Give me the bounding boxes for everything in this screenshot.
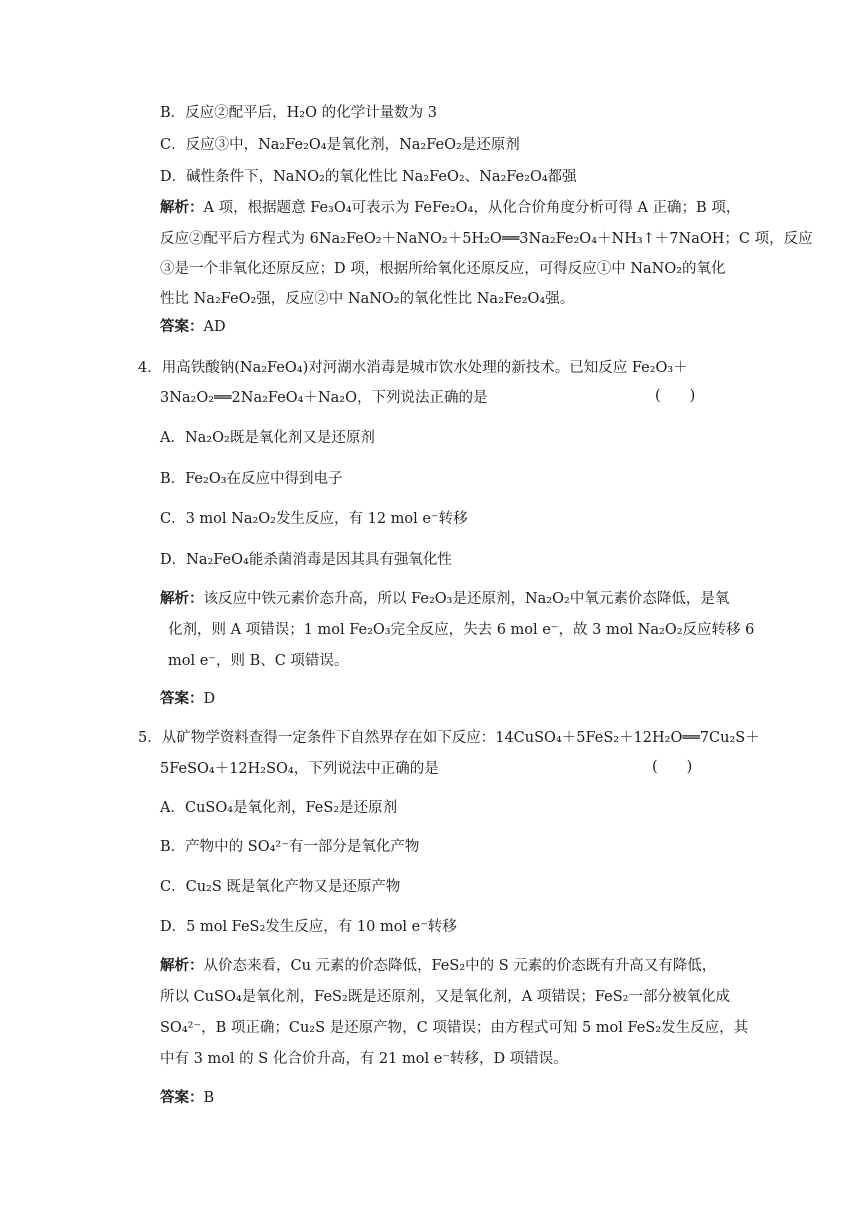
q4-answer-label: 答案： [160, 691, 204, 707]
q4-option-c: C．3 mol Na₂O₂发生反应，有 12 mol e⁻转移 [160, 511, 468, 527]
q5-stem-line-1: 5．从矿物学资料查得一定条件下自然界存在如下反应：14CuSO₄＋5FeS₂＋12H₂O══7Cu₂S＋ [138, 730, 760, 746]
q5-analysis-line-4: 中有 3 mol 的 S 化合价升高，有 21 mol e⁻转移，D 项错误。 [160, 1051, 568, 1067]
q4-option-b: B．Fe₂O₃在反应中得到电子 [160, 471, 343, 487]
q5-analysis-label: 解析： [160, 958, 204, 974]
q3-analysis-line-2: 反应②配平后方程式为 6Na₂FeO₂＋NaNO₂＋5H₂O══3Na₂Fe₂O₄＋NH₃↑＋7NaOH；C 项，反应 [160, 231, 813, 247]
q5-answer-blank: ( ) [652, 759, 693, 775]
q4-answer [160, 692, 215, 707]
q3-analysis-line-1 [160, 201, 740, 216]
q5-option-a: A．CuSO₄是氧化剂，FeS₂是还原剂 [160, 800, 398, 816]
q5-analysis-line-3: SO₄²⁻，B 项正确；Cu₂S 是还原产物，C 项错误；由方程式可知 5 mol FeS₂发生反应，其 [160, 1020, 749, 1036]
q4-option-a: A．Na₂O₂既是氧化剂又是还原剂 [160, 430, 375, 446]
q5-analysis-text-1: 从价态来看，Cu 元素的价态降低，FeS₂中的 S 元素的价态既有升高又有降低， [203, 958, 717, 974]
q5-stem-line-2: 5FeSO₄＋12H₂SO₄，下列说法中正确的是 [160, 761, 439, 777]
q3-option-b: B．反应②配平后，H₂O 的化学计量数为 3 [160, 105, 437, 121]
q4-stem-line-1: 4．用高铁酸钠(Na₂FeO₄)对河湖水消毒是城市饮水处理的新技术。已知反应 Fe₂O₃＋ [138, 360, 688, 376]
q5-analysis-line-1 [160, 959, 716, 974]
q4-answer-blank: ( ) [655, 388, 696, 404]
q5-answer-label: 答案： [160, 1090, 204, 1106]
q4-analysis-line-3: mol e⁻，则 B、C 项错误。 [168, 653, 349, 669]
q3-answer-label: 答案： [160, 319, 204, 335]
q4-option-d: D．Na₂FeO₄能杀菌消毒是因其具有强氧化性 [160, 552, 452, 568]
q3-analysis-label: 解析： [160, 200, 204, 216]
q4-answer-value: D [203, 691, 216, 707]
q3-analysis-line-3: ③是一个非氧化还原反应；D 项，根据所给氧化还原反应，可得反应①中 NaNO₂的氧化 [160, 261, 726, 277]
q3-answer-value: AD [203, 319, 226, 335]
q4-analysis-text-1: 该反应中铁元素价态升高，所以 Fe₂O₃是还原剂，Na₂O₂中氧元素价态降低，是氧 [203, 591, 730, 607]
q3-answer [160, 320, 226, 335]
q5-answer [160, 1091, 214, 1106]
q4-analysis-line-1 [160, 592, 729, 607]
q5-analysis-line-2: 所以 CuSO₄是氧化剂，FeS₂既是还原剂，又是氧化剂，A 项错误；FeS₂一部分被氧化成 [160, 989, 730, 1005]
q5-answer-value: B [203, 1090, 215, 1106]
q4-analysis-label: 解析： [160, 591, 204, 607]
q3-option-d: D．碱性条件下，NaNO₂的氧化性比 Na₂FeO₂、Na₂Fe₂O₄都强 [160, 169, 577, 185]
q5-option-c: C．Cu₂S 既是氧化产物又是还原产物 [160, 879, 401, 895]
q4-analysis-line-2: 化剂，则 A 项错误；1 mol Fe₂O₃完全反应，失去 6 mol e⁻，故 3 mol Na₂O₂反应转移 6 [168, 622, 755, 638]
q3-option-c: C．反应③中，Na₂Fe₂O₄是氧化剂，Na₂FeO₂是还原剂 [160, 137, 520, 153]
q4-stem-line-2: 3Na₂O₂══2Na₂FeO₄＋Na₂O，下列说法正确的是 [160, 390, 488, 406]
q3-analysis-text-1: A 项，根据题意 Fe₃O₄可表示为 FeFe₂O₄，从化合价角度分析可得 A 正确；B 项， [203, 200, 741, 216]
q3-analysis-line-4: 性比 Na₂FeO₂强，反应②中 NaNO₂的氧化性比 Na₂Fe₂O₄强。 [160, 291, 575, 307]
q5-option-b: B．产物中的 SO₄²⁻有一部分是氧化产物 [160, 839, 420, 855]
q5-option-d: D．5 mol FeS₂发生反应，有 10 mol e⁻转移 [160, 919, 457, 935]
